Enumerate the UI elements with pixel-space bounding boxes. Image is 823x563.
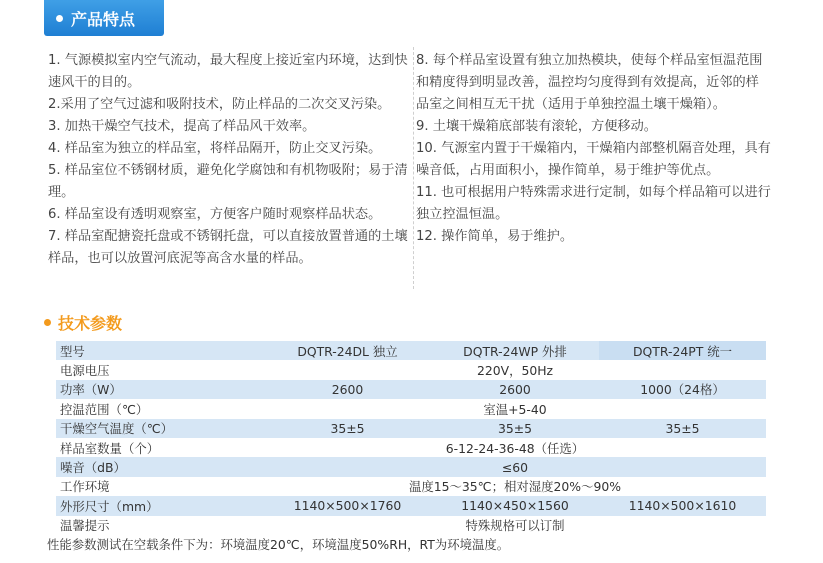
table-cell: 2600 (431, 380, 599, 399)
row-label: 工作环境 (56, 477, 264, 496)
table-cell: 35±5 (431, 419, 599, 438)
table-cell: 35±5 (599, 419, 766, 438)
table-cell: 特殊规格可以订制 (264, 516, 766, 535)
table-row (56, 457, 766, 476)
table-cell: DQTR-24PT 统一 (599, 341, 766, 360)
feature-item: 4. 样品室为独立的样品室，将样品隔开，防止交叉污染。 (48, 141, 382, 156)
column-divider (413, 47, 414, 289)
features-right-column (416, 50, 772, 248)
table-row (56, 360, 766, 379)
table-row (56, 419, 766, 438)
table-row (56, 341, 766, 360)
table-row (56, 477, 766, 496)
table-cell: 35±5 (264, 419, 431, 438)
table-cell: 1140×500×1760 (264, 496, 431, 515)
feature-item: 12. 操作简单，易于维护。 (416, 229, 574, 244)
row-label: 干燥空气温度（℃） (56, 419, 264, 438)
section-banner-features (44, 0, 164, 36)
row-label: 噪音（dB） (56, 457, 264, 476)
row-label: 外形尺寸（mm） (56, 496, 264, 515)
table-row (56, 380, 766, 399)
table-cell: 220V，50Hz (264, 360, 766, 379)
row-label: 型号 (56, 341, 264, 360)
row-label: 电源电压 (56, 360, 264, 379)
section-heading-specs (44, 310, 122, 334)
feature-item: 6. 样品室设有透明观察室，方便客户随时观察样品状态。 (48, 207, 382, 222)
table-cell: 温度15～35℃；相对湿度20%～90% (264, 477, 766, 496)
feature-item: 5. 样品室位不锈钢材质，避免化学腐蚀和有机物吸附；易于清理。 (48, 163, 408, 200)
row-label: 控温范围（℃） (56, 399, 264, 418)
bullet-icon (44, 319, 51, 326)
bullet-icon (56, 15, 63, 22)
feature-item: 7. 样品室配搪瓷托盘或不锈钢托盘，可以直接放置普通的土壤样品，也可以放置河底泥等高含水量的样品。 (48, 229, 408, 266)
section-title-features: 产品特点 (71, 9, 136, 29)
feature-item: 8. 每个样品室设置有独立加热模块，使每个样品室恒温范围和精度得到明显改善，温控均匀度得到有效提高，近邻的样品室之间相互无干扰（适用于单独控温土壤干燥箱）。 (416, 53, 763, 112)
feature-item: 10. 气源室内置于干燥箱内，干燥箱内部整机隔音处理，具有噪音低，占用面积小，操作简单，易于维护等优点。 (416, 141, 771, 178)
table-cell: 2600 (264, 380, 431, 399)
table-row (56, 438, 766, 457)
table-cell: 1000（24格） (599, 380, 766, 399)
row-label: 功率（W） (56, 380, 264, 399)
row-label: 样品室数量（个） (56, 438, 264, 457)
feature-item: 2.采用了空气过滤和吸附技术，防止样品的二次交叉污染。 (48, 97, 391, 112)
table-cell: 1140×500×1610 (599, 496, 766, 515)
table-row (56, 496, 766, 515)
table-cell: DQTR-24WP 外排 (431, 341, 599, 360)
table-cell: ≤60 (264, 457, 766, 476)
section-title-specs: 技术参数 (58, 313, 123, 333)
spec-footnote: 性能参数测试在空载条件下为：环境温度20℃，环境温度50%RH，RT为环境温度。 (47, 537, 510, 552)
table-row (56, 516, 766, 535)
feature-item: 11. 也可根据用户特殊需求进行定制，如每个样品箱可以进行独立控温恒温。 (416, 185, 771, 222)
features-left-column (48, 50, 410, 270)
table-cell: DQTR-24DL 独立 (264, 341, 431, 360)
feature-item: 9. 土壤干燥箱底部装有滚轮，方便移动。 (416, 119, 657, 134)
spec-table (56, 341, 766, 535)
table-cell: 室温+5-40 (264, 399, 766, 418)
row-label: 温馨提示 (56, 516, 264, 535)
table-cell: 6-12-24-36-48（任选） (264, 438, 766, 457)
table-row (56, 399, 766, 418)
feature-item: 1. 气源模拟室内空气流动，最大程度上接近室内环境，达到快速风干的目的。 (48, 53, 408, 90)
table-cell: 1140×450×1560 (431, 496, 599, 515)
feature-item: 3. 加热干燥空气技术，提高了样品风干效率。 (48, 119, 316, 134)
